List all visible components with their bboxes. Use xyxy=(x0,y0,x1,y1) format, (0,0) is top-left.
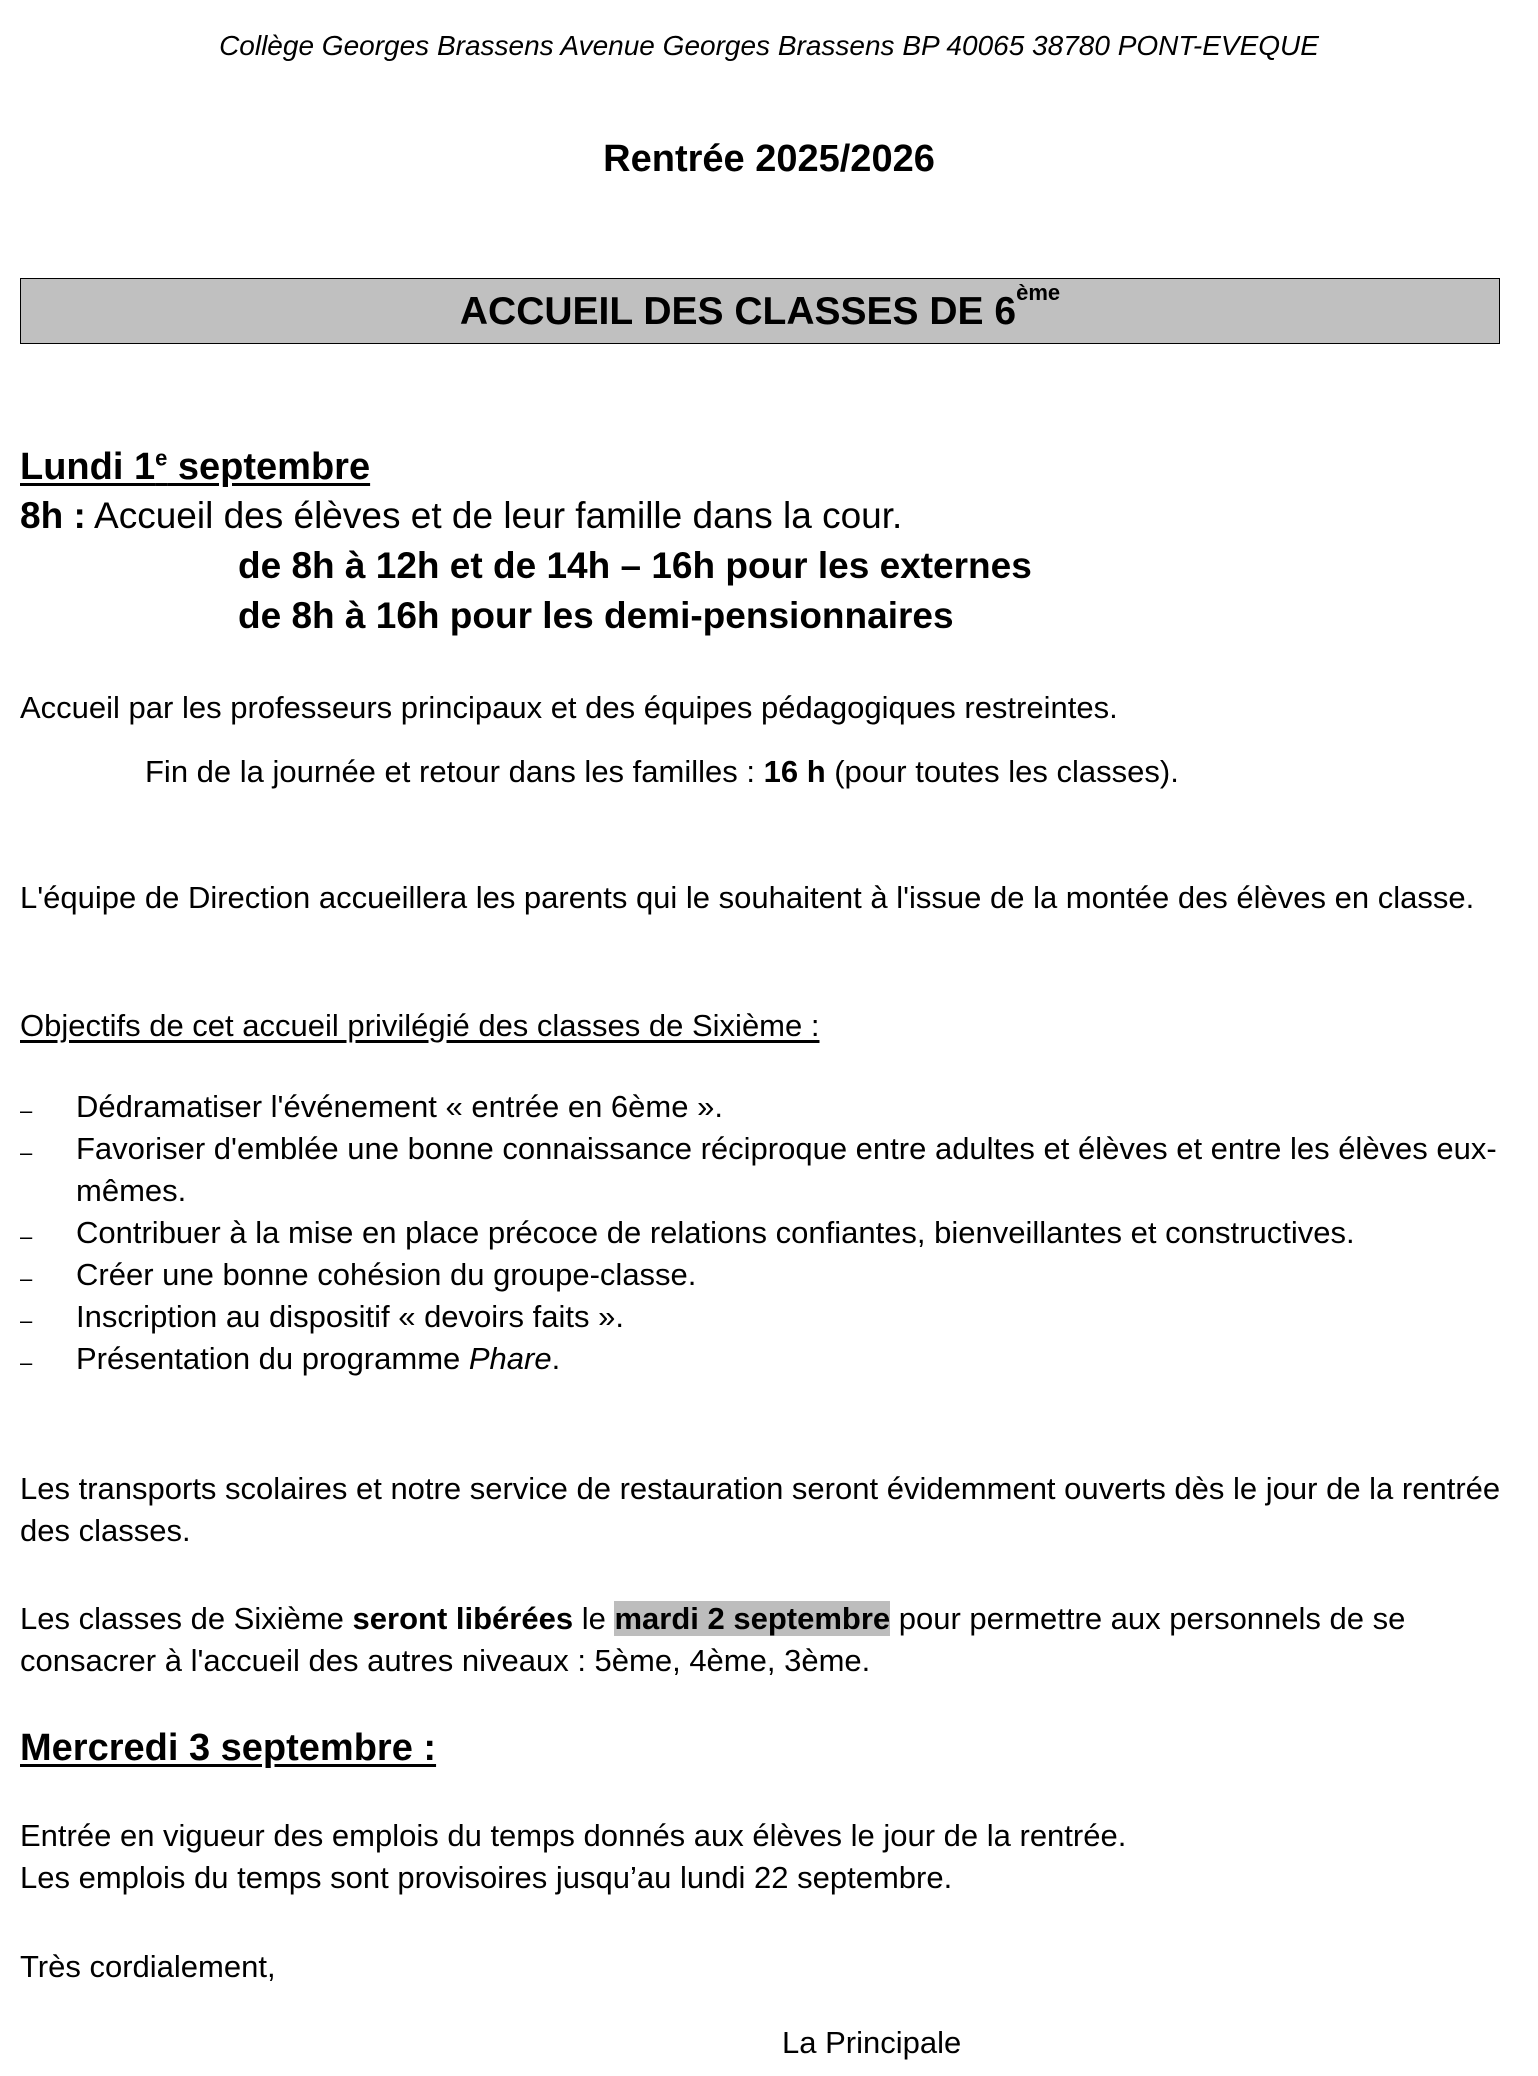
monday-heading xyxy=(20,446,370,489)
end-of-day-time: 16 h xyxy=(763,754,826,789)
transports-paragraph: Les transports scolaires et notre service de restauration seront évidemment ouverts dès le jour de la rentrée des classes. xyxy=(20,1471,1501,1548)
list-item-text: Inscription au dispositif « devoirs faits ». xyxy=(76,1299,624,1334)
release-text-1: Les classes de Sixième xyxy=(20,1601,353,1636)
list-item-text: Présentation du programme xyxy=(76,1341,469,1376)
sixieme-release-paragraph xyxy=(20,1598,1510,1682)
list-item xyxy=(20,1338,1510,1380)
end-of-day-note: (pour toutes les classes). xyxy=(825,754,1179,789)
end-of-day-line xyxy=(145,754,1179,790)
section-banner xyxy=(20,278,1500,344)
list-item-text: Créer une bonne cohésion du groupe-classe. xyxy=(76,1257,697,1292)
schedule-demi-pensionnaires: de 8h à 16h pour les demi-pensionnaires xyxy=(238,595,954,636)
objectives-heading: Objectifs de cet accueil privilégié des classes de Sixième : xyxy=(20,1008,820,1043)
wednesday-line-2: Les emplois du temps sont provisoires jusqu’au lundi 22 septembre. xyxy=(20,1860,953,1895)
wednesday-line-1: Entrée en vigueur des emplois du temps donnés aux élèves le jour de la rentrée. xyxy=(20,1818,1127,1853)
direction-paragraph: L'équipe de Direction accueillera les parents qui le souhaitent à l'issue de la montée des élèves en classe. xyxy=(20,880,1475,915)
list-item-text: Favoriser d'emblée une bonne connaissance réciproque entre adultes et élèves et entre les élèves eux-mêmes. xyxy=(76,1131,1497,1208)
schedule-externes: de 8h à 12h et de 14h – 16h pour les externes xyxy=(238,545,1032,586)
list-item-text: Dédramatiser l'événement « entrée en 6ème ». xyxy=(76,1089,723,1124)
welcome-text: Accueil des élèves et de leur famille dans la cour. xyxy=(85,495,903,536)
list-item xyxy=(20,1128,1510,1212)
wednesday-heading: Mercredi 3 septembre : xyxy=(20,1727,437,1769)
bullet-dash: – xyxy=(20,1098,33,1123)
bullet-dash: – xyxy=(20,1308,33,1333)
monday-heading-month: septembre xyxy=(167,446,371,488)
program-name: Phare xyxy=(468,1341,552,1376)
release-text-2: le xyxy=(573,1601,615,1636)
document-title: Rentrée 2025/2026 xyxy=(603,138,935,180)
monday-heading-day: Lundi 1 xyxy=(20,446,156,488)
list-item xyxy=(20,1212,1510,1254)
accueil-paragraph: Accueil par les professeurs principaux et des équipes pédagogiques restreintes. xyxy=(20,690,1118,725)
school-address-header: Collège Georges Brassens Avenue Georges Brassens BP 40065 38780 PONT-EVEQUE xyxy=(219,30,1319,61)
end-of-day-text: Fin de la journée et retour dans les familles : xyxy=(145,754,764,789)
list-item-text: Contribuer à la mise en place précoce de relations confiantes, bienveillantes et constructives. xyxy=(76,1215,1355,1250)
release-text-3: pour permettre aux personnels de se consacrer à l'accueil des autres niveaux : 5ème, 4ème, 3ème. xyxy=(20,1601,1406,1678)
list-item xyxy=(20,1086,1510,1128)
release-bold: seront libérées xyxy=(352,1601,574,1636)
signature: La Principale xyxy=(782,2025,962,2060)
time-label: 8h : xyxy=(20,495,86,536)
list-item xyxy=(20,1254,1510,1296)
bullet-dash: – xyxy=(20,1266,33,1291)
list-item xyxy=(20,1296,1510,1338)
closing-salutation: Très cordialement, xyxy=(20,1949,276,1984)
bullet-dash: – xyxy=(20,1224,33,1249)
monday-welcome-line xyxy=(20,495,902,537)
list-item-end: . xyxy=(551,1341,561,1376)
banner-text: ACCUEIL DES CLASSES DE 6 xyxy=(459,290,1017,333)
objectives-list xyxy=(20,1086,1510,1380)
release-date-highlight: mardi 2 septembre xyxy=(614,1601,891,1636)
banner-superscript: ème xyxy=(1016,280,1061,305)
monday-heading-sup: e xyxy=(155,445,168,471)
bullet-dash: – xyxy=(20,1350,33,1375)
bullet-dash: – xyxy=(20,1140,33,1165)
